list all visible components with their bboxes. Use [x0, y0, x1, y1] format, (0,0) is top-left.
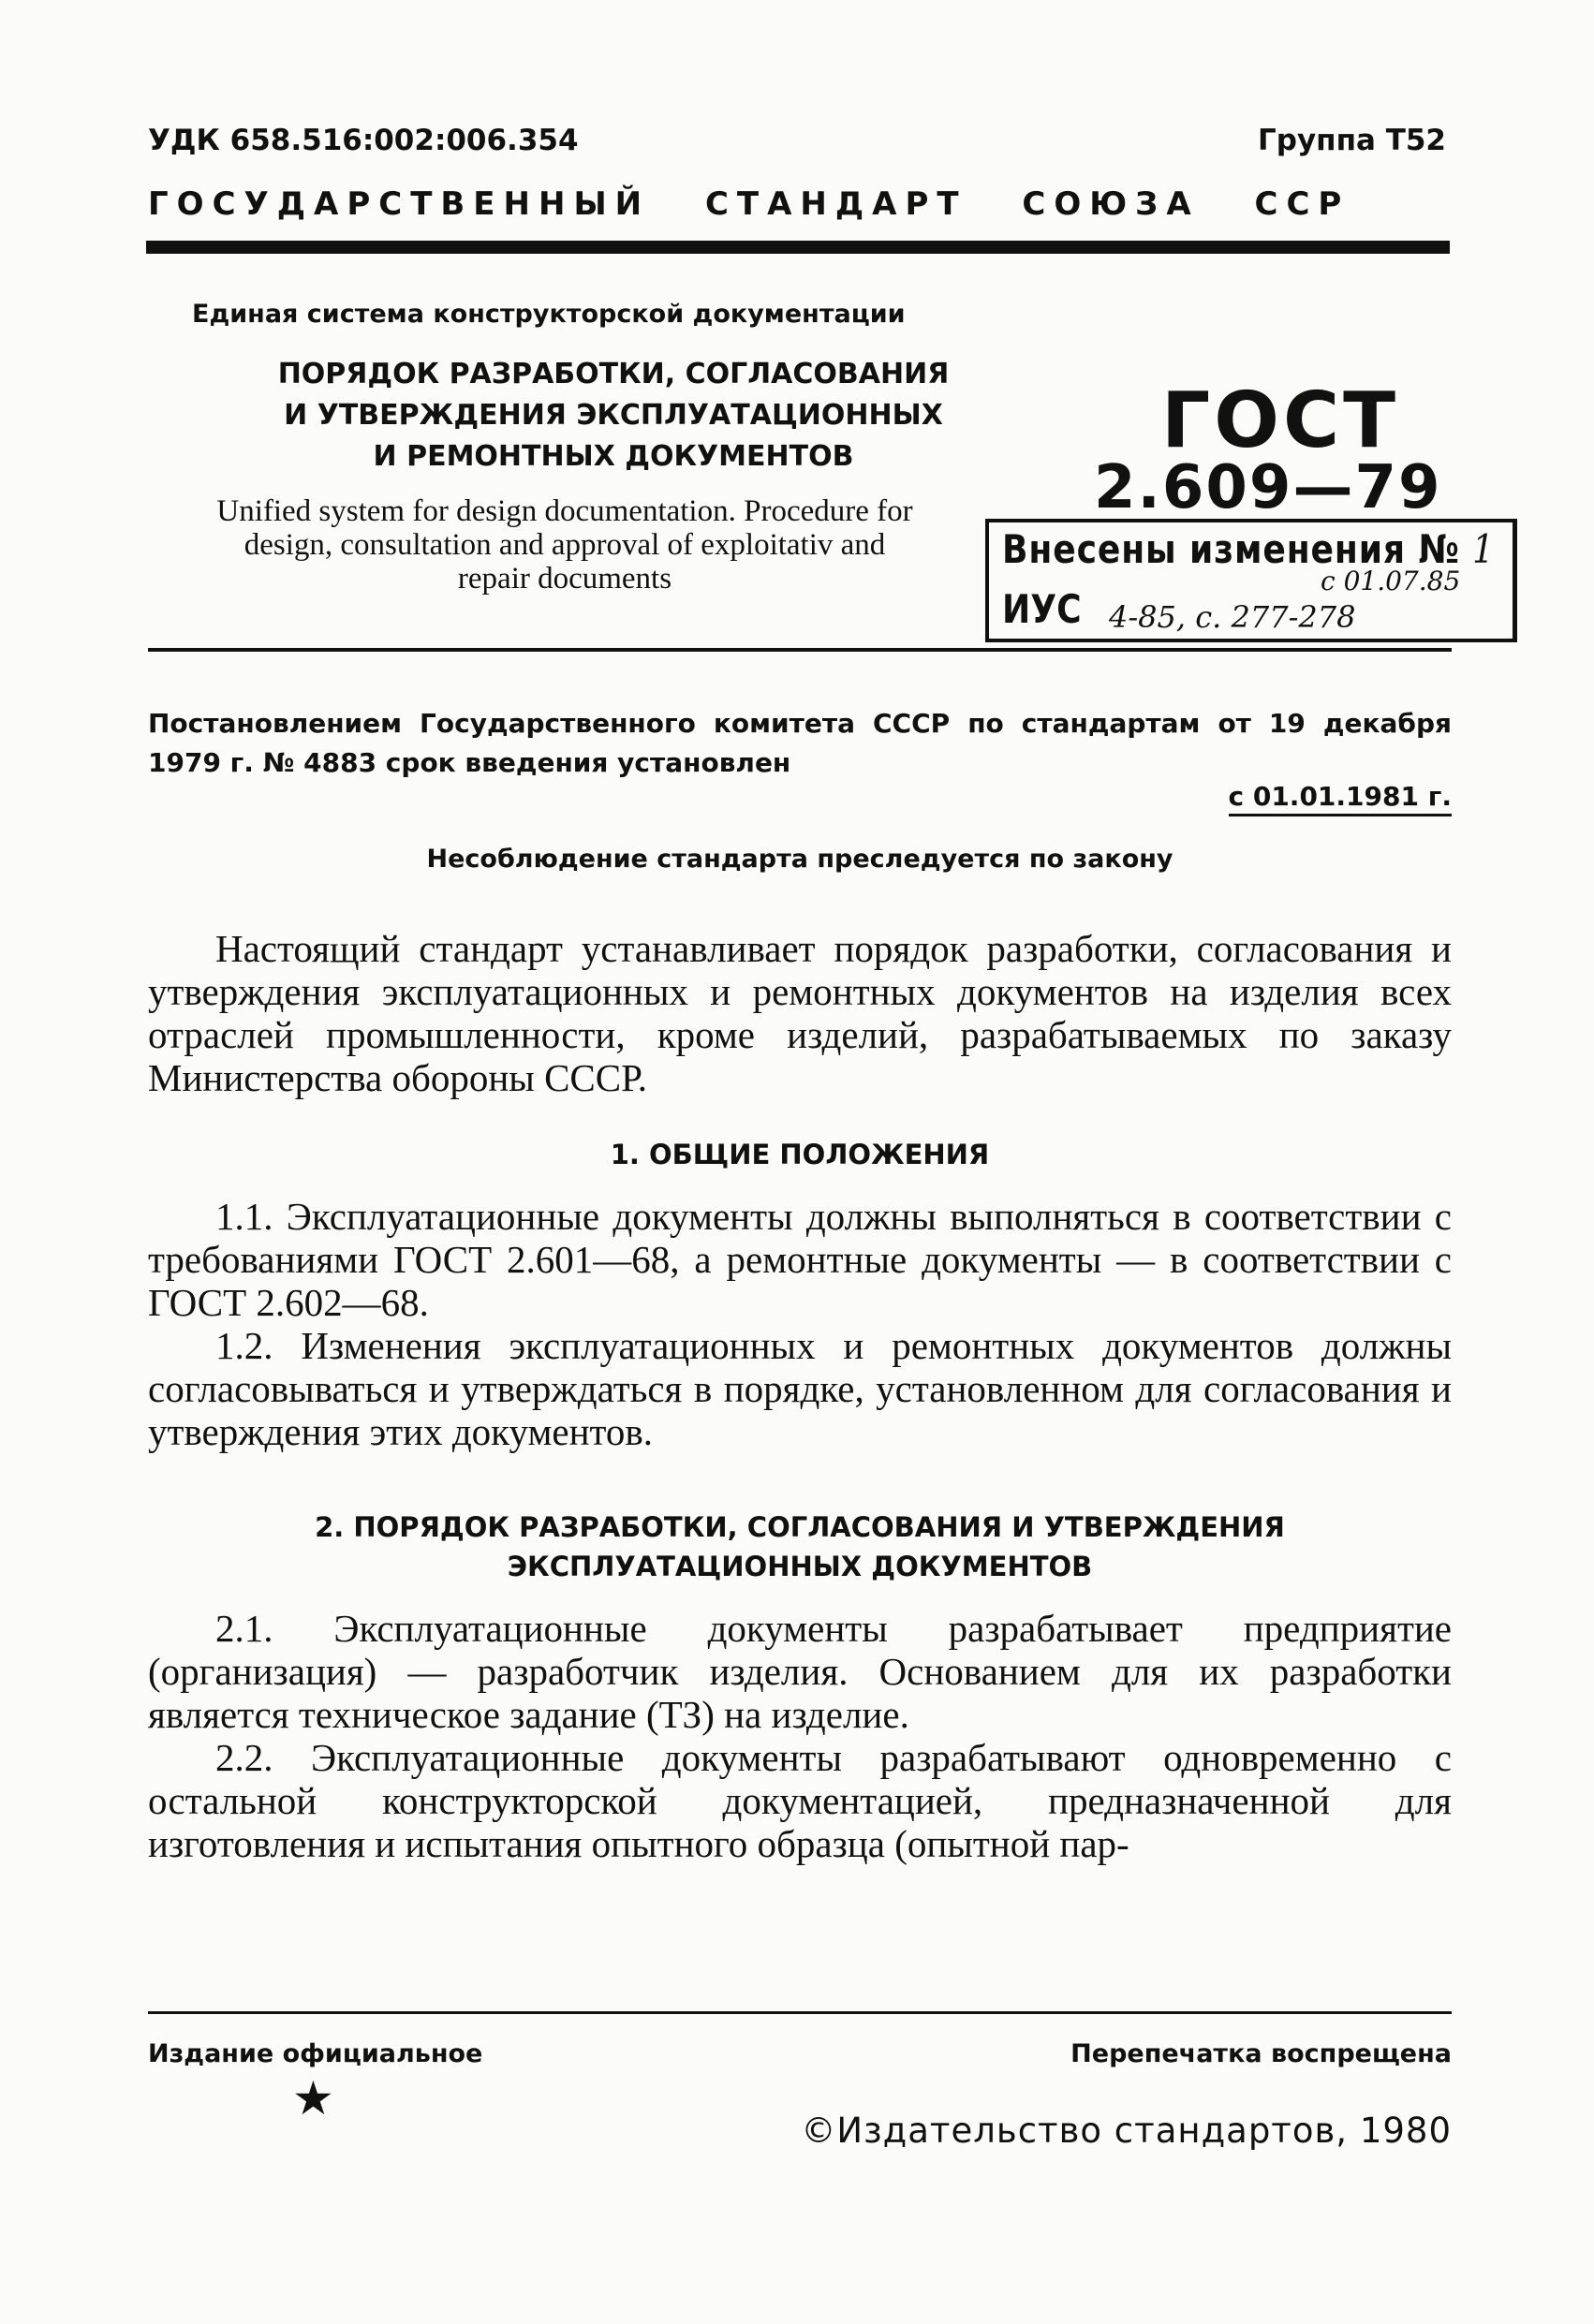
official-edition: Издание официальное: [148, 2039, 483, 2068]
english-line: repair documents: [457, 562, 672, 596]
stamp-handwritten-date: с 01.07.85: [1321, 566, 1461, 596]
state-standard-title: ГОСУДАРСТВЕННЫЙ СТАНДАРТ СОЮЗА ССР: [148, 185, 1350, 223]
header-divider: [146, 241, 1450, 254]
english-line: Unified system for design documentation. Procedure for: [216, 494, 913, 528]
document-title: [258, 354, 969, 478]
decree-text: Постановлением Государственного комитета СССР по стандартам от 19 декабря 1979 г. № 4883 срок введения установлен: [148, 708, 1452, 778]
english-title: [148, 494, 981, 596]
change-stamp: [985, 519, 1517, 642]
title-divider: [148, 648, 1452, 652]
reprint-prohibited: Перепечатка воспрещена: [1070, 2039, 1452, 2068]
section-1-body: [148, 1195, 1452, 1453]
paragraph-2-2: 2.2. Эксплуатационные документы разрабатывают одновременно с остальной конструкторской документацией, предназначенной для изготовления и испытания опытного образца (опытной пар-: [148, 1736, 1452, 1865]
stamp-handwritten-ref: 4-85, с. 277-278: [1109, 599, 1356, 635]
section-2-heading: [148, 1508, 1452, 1586]
system-name: Единая система конструкторской документации: [192, 300, 906, 329]
gost-label: ГОСТ: [1161, 376, 1400, 465]
section-1-heading: 1. ОБЩИЕ ПОЛОЖЕНИЯ: [610, 1139, 990, 1170]
publisher-copyright: ©Издательство стандартов, 1980: [801, 2111, 1452, 2151]
stamp-changes-label: Внесены изменения №: [1002, 526, 1460, 572]
intro-text: Настоящий стандарт устанавливает порядок разработки, согласования и утверждения эксплуатационных и ремонтных документов на изделия всех отраслей промышленности, кроме изделий, разрабатываемых по заказу Министерства обороны СССР.: [148, 927, 1452, 1099]
intro-paragraph: [148, 927, 1452, 1099]
english-line: design, consultation and approval of exploitativ and: [244, 528, 886, 562]
group-code: Группа Т52: [1258, 124, 1446, 157]
paragraph-1-2: 1.2. Изменения эксплуатационных и ремонтных документов должны согласовываться и утверждаться в порядке, установленном для согласования и утверждения этих документов.: [148, 1324, 1452, 1453]
paragraph-2-1: 2.1. Эксплуатационные документы разрабатывает предприятие (организация) — разработчик изделия. Основанием для их разработки является техническое задание (ТЗ) на изделие.: [148, 1607, 1452, 1736]
gost-number: 2.609—79: [1094, 453, 1442, 522]
title-line: ПОРЯДОК РАЗРАБОТКИ, СОГЛАСОВАНИЯ: [277, 358, 950, 390]
penalty-notice: Несоблюдение стандарта преследуется по закону: [426, 845, 1173, 874]
title-line: И РЕМОНТНЫХ ДОКУМЕНТОВ: [373, 440, 854, 473]
title-line: И УТВЕРЖДЕНИЯ ЭКСПЛУАТАЦИОННЫХ: [284, 399, 943, 432]
section-2-body: [148, 1607, 1452, 1865]
star-icon: ★: [292, 2071, 334, 2125]
paragraph-1-1: 1.1. Эксплуатационные документы должны выполняться в соответствии с требованиями ГОСТ 2.601—68, а ремонтные документы — в соответствии с ГОСТ 2.602—68.: [148, 1195, 1452, 1324]
stamp-ius-label: ИУС: [1002, 586, 1082, 632]
stamp-change-number: 1: [1472, 526, 1495, 572]
section-2-heading-line: 2. ПОРЯДОК РАЗРАБОТКИ, СОГЛАСОВАНИЯ И УТВЕРЖДЕНИЯ: [315, 1511, 1285, 1543]
footer-divider: [148, 2011, 1452, 2014]
udk-code: УДК 658.516:002:006.354: [148, 124, 579, 157]
section-2-heading-line: ЭКСПЛУАТАЦИОННЫХ ДОКУМЕНТОВ: [507, 1551, 1093, 1582]
effective-date: с 01.01.1981 г.: [1229, 781, 1453, 816]
